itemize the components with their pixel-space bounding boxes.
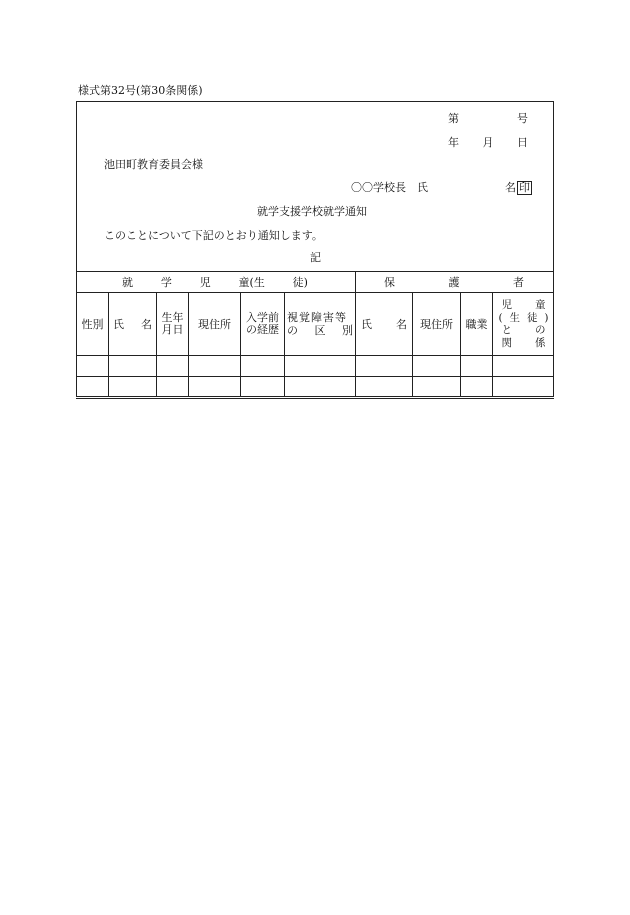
- col-header-line: の経歴: [246, 323, 279, 336]
- group-guardian-char: 者: [513, 276, 524, 289]
- col-header-char: 別: [342, 324, 353, 337]
- col-header-text: 現住所: [420, 318, 453, 331]
- col-header-pre-history: [241, 293, 284, 355]
- col-header-char: 氏: [361, 318, 372, 331]
- group-child-char: 徒): [292, 276, 308, 289]
- addressee: 池田町教育委員会様: [104, 158, 203, 171]
- seal-mark: 印: [519, 181, 530, 194]
- date-day: 日: [517, 136, 528, 149]
- document-date: [448, 136, 528, 149]
- col-header-guardian-name: [356, 293, 412, 355]
- col-header-line: 月日: [161, 323, 184, 336]
- group-guardian-char: 護: [448, 276, 460, 289]
- col-header-guardian-address: [413, 293, 460, 355]
- col-header-relation: [493, 293, 554, 355]
- col-header-char: と: [501, 324, 512, 336]
- col-header-gender: [77, 293, 108, 355]
- sender-line: [351, 181, 531, 194]
- group-child-char: 童(生: [238, 276, 265, 289]
- col-header-line: [499, 312, 549, 325]
- col-header-occupation: [461, 293, 492, 355]
- group-child-char: 児: [199, 276, 211, 289]
- form-frame-bottom-rule: [76, 396, 554, 399]
- col-header-char: (: [498, 311, 503, 324]
- col-header-line: [499, 337, 549, 350]
- col-header-line: 視覚障害等: [287, 311, 347, 324]
- col-header-char: 係: [535, 336, 546, 349]
- col-header-char: 区: [314, 324, 326, 337]
- date-year: 年: [448, 136, 459, 149]
- table-row: [77, 356, 553, 376]
- group-header-guardian: [384, 272, 524, 292]
- table-row: [77, 377, 553, 396]
- group-guardian-char: 保: [384, 276, 395, 289]
- col-header-disability: [285, 293, 355, 355]
- col-header-birth: [157, 293, 188, 355]
- number-suffix: 号: [517, 112, 528, 125]
- col-header-gender-text: 性別: [81, 318, 104, 331]
- number-prefix: 第: [448, 112, 459, 125]
- col-header-char: ): [544, 311, 549, 324]
- form-number-label: 様式第32号(第30条関係): [78, 84, 203, 97]
- date-month: 月: [482, 136, 494, 149]
- col-header-line: [499, 324, 549, 337]
- col-header-char: の: [287, 324, 298, 337]
- ki-heading: 記: [310, 251, 321, 264]
- col-header-char: 名: [141, 318, 152, 331]
- col-header-child-name: [109, 293, 156, 355]
- sender-name-block: [505, 181, 532, 195]
- sender-title: 〇〇学校長 氏: [351, 181, 428, 194]
- group-child-char: 就: [122, 276, 133, 289]
- body-text: このことについて下記のとおり通知します。: [104, 229, 323, 242]
- col-header-char: 童: [535, 299, 546, 311]
- col-header-child-address: [189, 293, 240, 355]
- col-header-char: 児: [501, 299, 512, 311]
- col-header-char: 氏: [113, 318, 124, 331]
- col-header-char: の: [535, 324, 546, 336]
- col-header-line: [287, 324, 353, 337]
- document-number: [448, 112, 528, 125]
- col-header-char: 名: [396, 318, 407, 331]
- col-header-line: 生年: [161, 311, 184, 324]
- col-header-line: [499, 299, 549, 312]
- col-header-char: 生: [509, 311, 521, 324]
- col-header-char: 徒: [526, 311, 538, 324]
- col-header-text: 職業: [465, 318, 488, 331]
- group-child-char: 学: [160, 276, 172, 289]
- group-header-child: [122, 272, 308, 292]
- col-header-text: 現住所: [198, 318, 231, 331]
- document-title: 就学支援学校就学通知: [257, 205, 367, 218]
- col-header-char: 関: [501, 336, 512, 349]
- sender-name-suffix: 名: [505, 181, 516, 194]
- col-header-line: 入学前: [246, 311, 279, 324]
